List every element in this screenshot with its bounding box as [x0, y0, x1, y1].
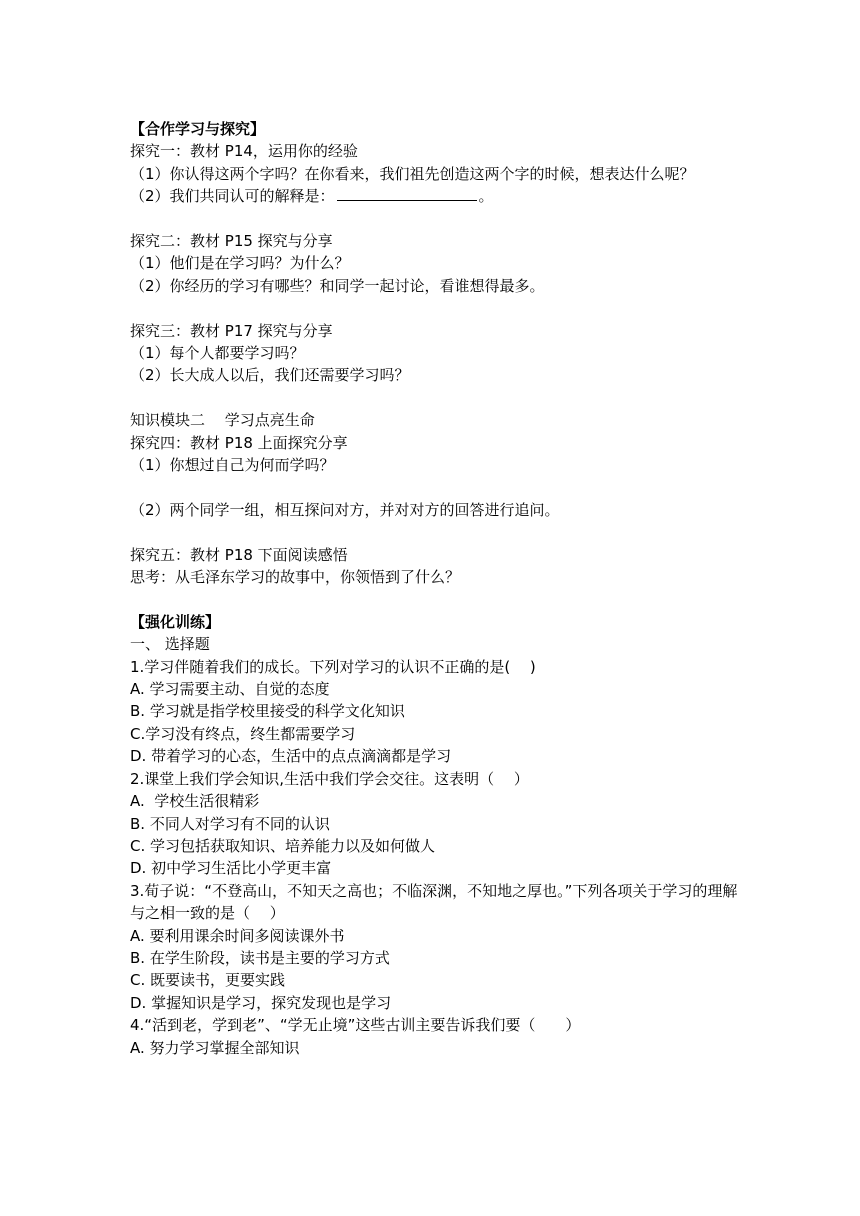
question-1-option-c: C.学习没有终点，终生都需要学习 [130, 724, 356, 743]
explore-3-title: 探究三：教材 P17 探究与分享 [130, 321, 333, 340]
explore-5-think: 思考：从毛泽东学习的故事中，你领悟到了什么？ [130, 568, 461, 587]
answer-blank[interactable] [337, 185, 477, 201]
explore-2-title: 探究二：教材 P15 探究与分享 [130, 232, 333, 251]
explore-1-question-1: （1）你认得这两个字吗？在你看来，我们祖先创造这两个字的时候，想表达什么呢？ [130, 164, 695, 183]
question-1-option-a: A. 学习需要主动、自觉的态度 [130, 680, 330, 699]
spacer [130, 387, 742, 409]
explore-4-title: 探究四：教材 P18 上面探究分享 [130, 433, 348, 452]
explore-2-question-2: （2）你经历的学习有哪些？和同学一起讨论，看谁想得最多。 [130, 276, 545, 295]
explore-1-question-2 [130, 185, 742, 207]
spacer [130, 588, 742, 610]
explore-4-question-1: （1）你想过自己为何而学吗？ [130, 456, 335, 475]
question-3-option-d: D. 掌握知识是学习，探究发现也是学习 [130, 993, 392, 1012]
module-2-title: 知识模块二 学习点亮生命 [130, 411, 315, 430]
explore-3-question-1: （1）每个人都要学习吗？ [130, 344, 305, 363]
explore-1-title: 探究一：教材 P14，运用你的经验 [130, 142, 358, 161]
question-3-option-a: A. 要利用课余时间多阅读课外书 [130, 926, 345, 945]
question-3-stem: 3.荀子说：“不登高山，不知天之高也；不临深渊，不知地之厚也。”下列各项关于学习的理解与之相一致的是（ ） [130, 881, 738, 923]
question-4-option-a: A. 努力学习掌握全部知识 [130, 1038, 300, 1057]
spacer [130, 208, 742, 230]
explore-3-question-2: （2）长大成人以后，我们还需要学习吗？ [130, 366, 410, 385]
question-2-option-d: D. 初中学习生活比小学更丰富 [130, 859, 332, 878]
question-2-stem: 2.课堂上我们学会知识,生活中我们学会交往。这表明（ ） [130, 769, 529, 788]
question-3-option-b: B. 在学生阶段，读书是主要的学习方式 [130, 948, 390, 967]
question-1-stem: 1.学习伴随着我们的成长。下列对学习的认识不正确的是( ) [130, 657, 536, 676]
explore-2-question-1: （1）他们是在学习吗？为什么？ [130, 254, 350, 273]
question-1-option-d: D. 带着学习的心态，生活中的点点滴滴都是学习 [130, 747, 452, 766]
spacer [130, 521, 742, 543]
question-2-option-c: C. 学习包括获取知识、培养能力以及如何做人 [130, 836, 436, 855]
document-content [130, 118, 742, 1059]
question-3-option-c: C. 既要读书，更要实践 [130, 971, 286, 990]
question-4-stem: 4.“活到老，学到老”、“学无止境”这些古训主要告诉我们要（ ） [130, 1016, 581, 1035]
explore-1-question-2-text: （2）我们共同认可的解释是： [130, 187, 335, 206]
section-heading-cooperative-learning: 【合作学习与探究】 [130, 120, 266, 138]
section-subheading-choice: 一、 选择题 [130, 635, 210, 654]
question-1-option-b: B. 学习就是指学校里接受的科学文化知识 [130, 702, 405, 721]
spacer [130, 476, 742, 498]
spacer [130, 297, 742, 319]
question-2-option-b: B. 不同人对学习有不同的认识 [130, 814, 330, 833]
explore-1-question-2-end: 。 [478, 187, 494, 206]
question-2-option-a: A. 学校生活很精彩 [130, 792, 260, 811]
explore-5-title: 探究五：教材 P18 下面阅读感悟 [130, 545, 348, 564]
section-heading-reinforcement: 【强化训练】 [130, 612, 221, 631]
explore-4-question-2: （2）两个同学一组，相互探问对方，并对对方的回答进行追问。 [130, 500, 560, 519]
